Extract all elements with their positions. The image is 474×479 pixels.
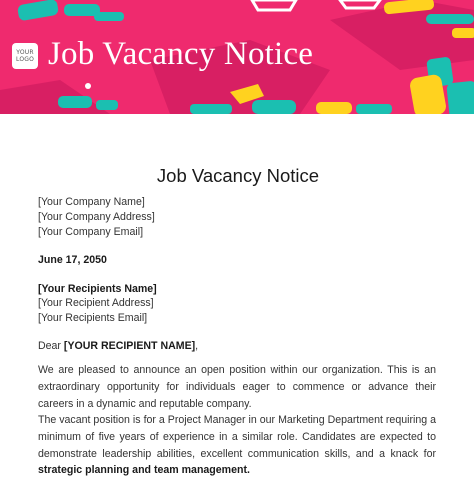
logo-text-line1: YOUR [16,49,34,56]
company-address-line: [Your Company Address] [38,211,155,223]
paragraph-position [38,412,436,479]
paragraph-position-cut-text: strategic planning and team management. [38,464,250,477]
salutation-prefix: Dear [38,340,61,352]
company-email-line: [Your Company Email] [38,226,144,238]
banner-title: Job Vacancy Notice [48,36,314,72]
logo-text-line2: LOGO [15,56,35,63]
salutation [38,340,198,352]
company-name-line: [Your Company Name] [38,196,145,208]
letter-date: June 17, 2050 [38,254,107,266]
recipient-address-line: [Your Recipient Address] [38,297,154,309]
paragraph-position-text: The vacant position is for a Project Manager in our Marketing Department requiring a minimum of five years of experience in a similar role. Candidates are expected to demonstrate leadership abilities, excellent communication skills, and a knack for [38,414,436,460]
salutation-suffix: , [195,340,199,352]
paragraph-intro: We are pleased to announce an open position within our organization. This is an extraordinary opportunity for individuals eager to commence or advance their careers in a dynamic and reputable company. [38,364,436,410]
header-banner [0,0,474,114]
document-title: Job Vacancy Notice [156,165,320,186]
salutation-name: [YOUR RECIPIENT NAME] [63,340,196,352]
company-logo-placeholder [12,43,38,69]
recipient-name-line: [Your Recipients Name] [38,283,157,295]
recipient-email-line: [Your Recipients Email] [38,312,148,324]
